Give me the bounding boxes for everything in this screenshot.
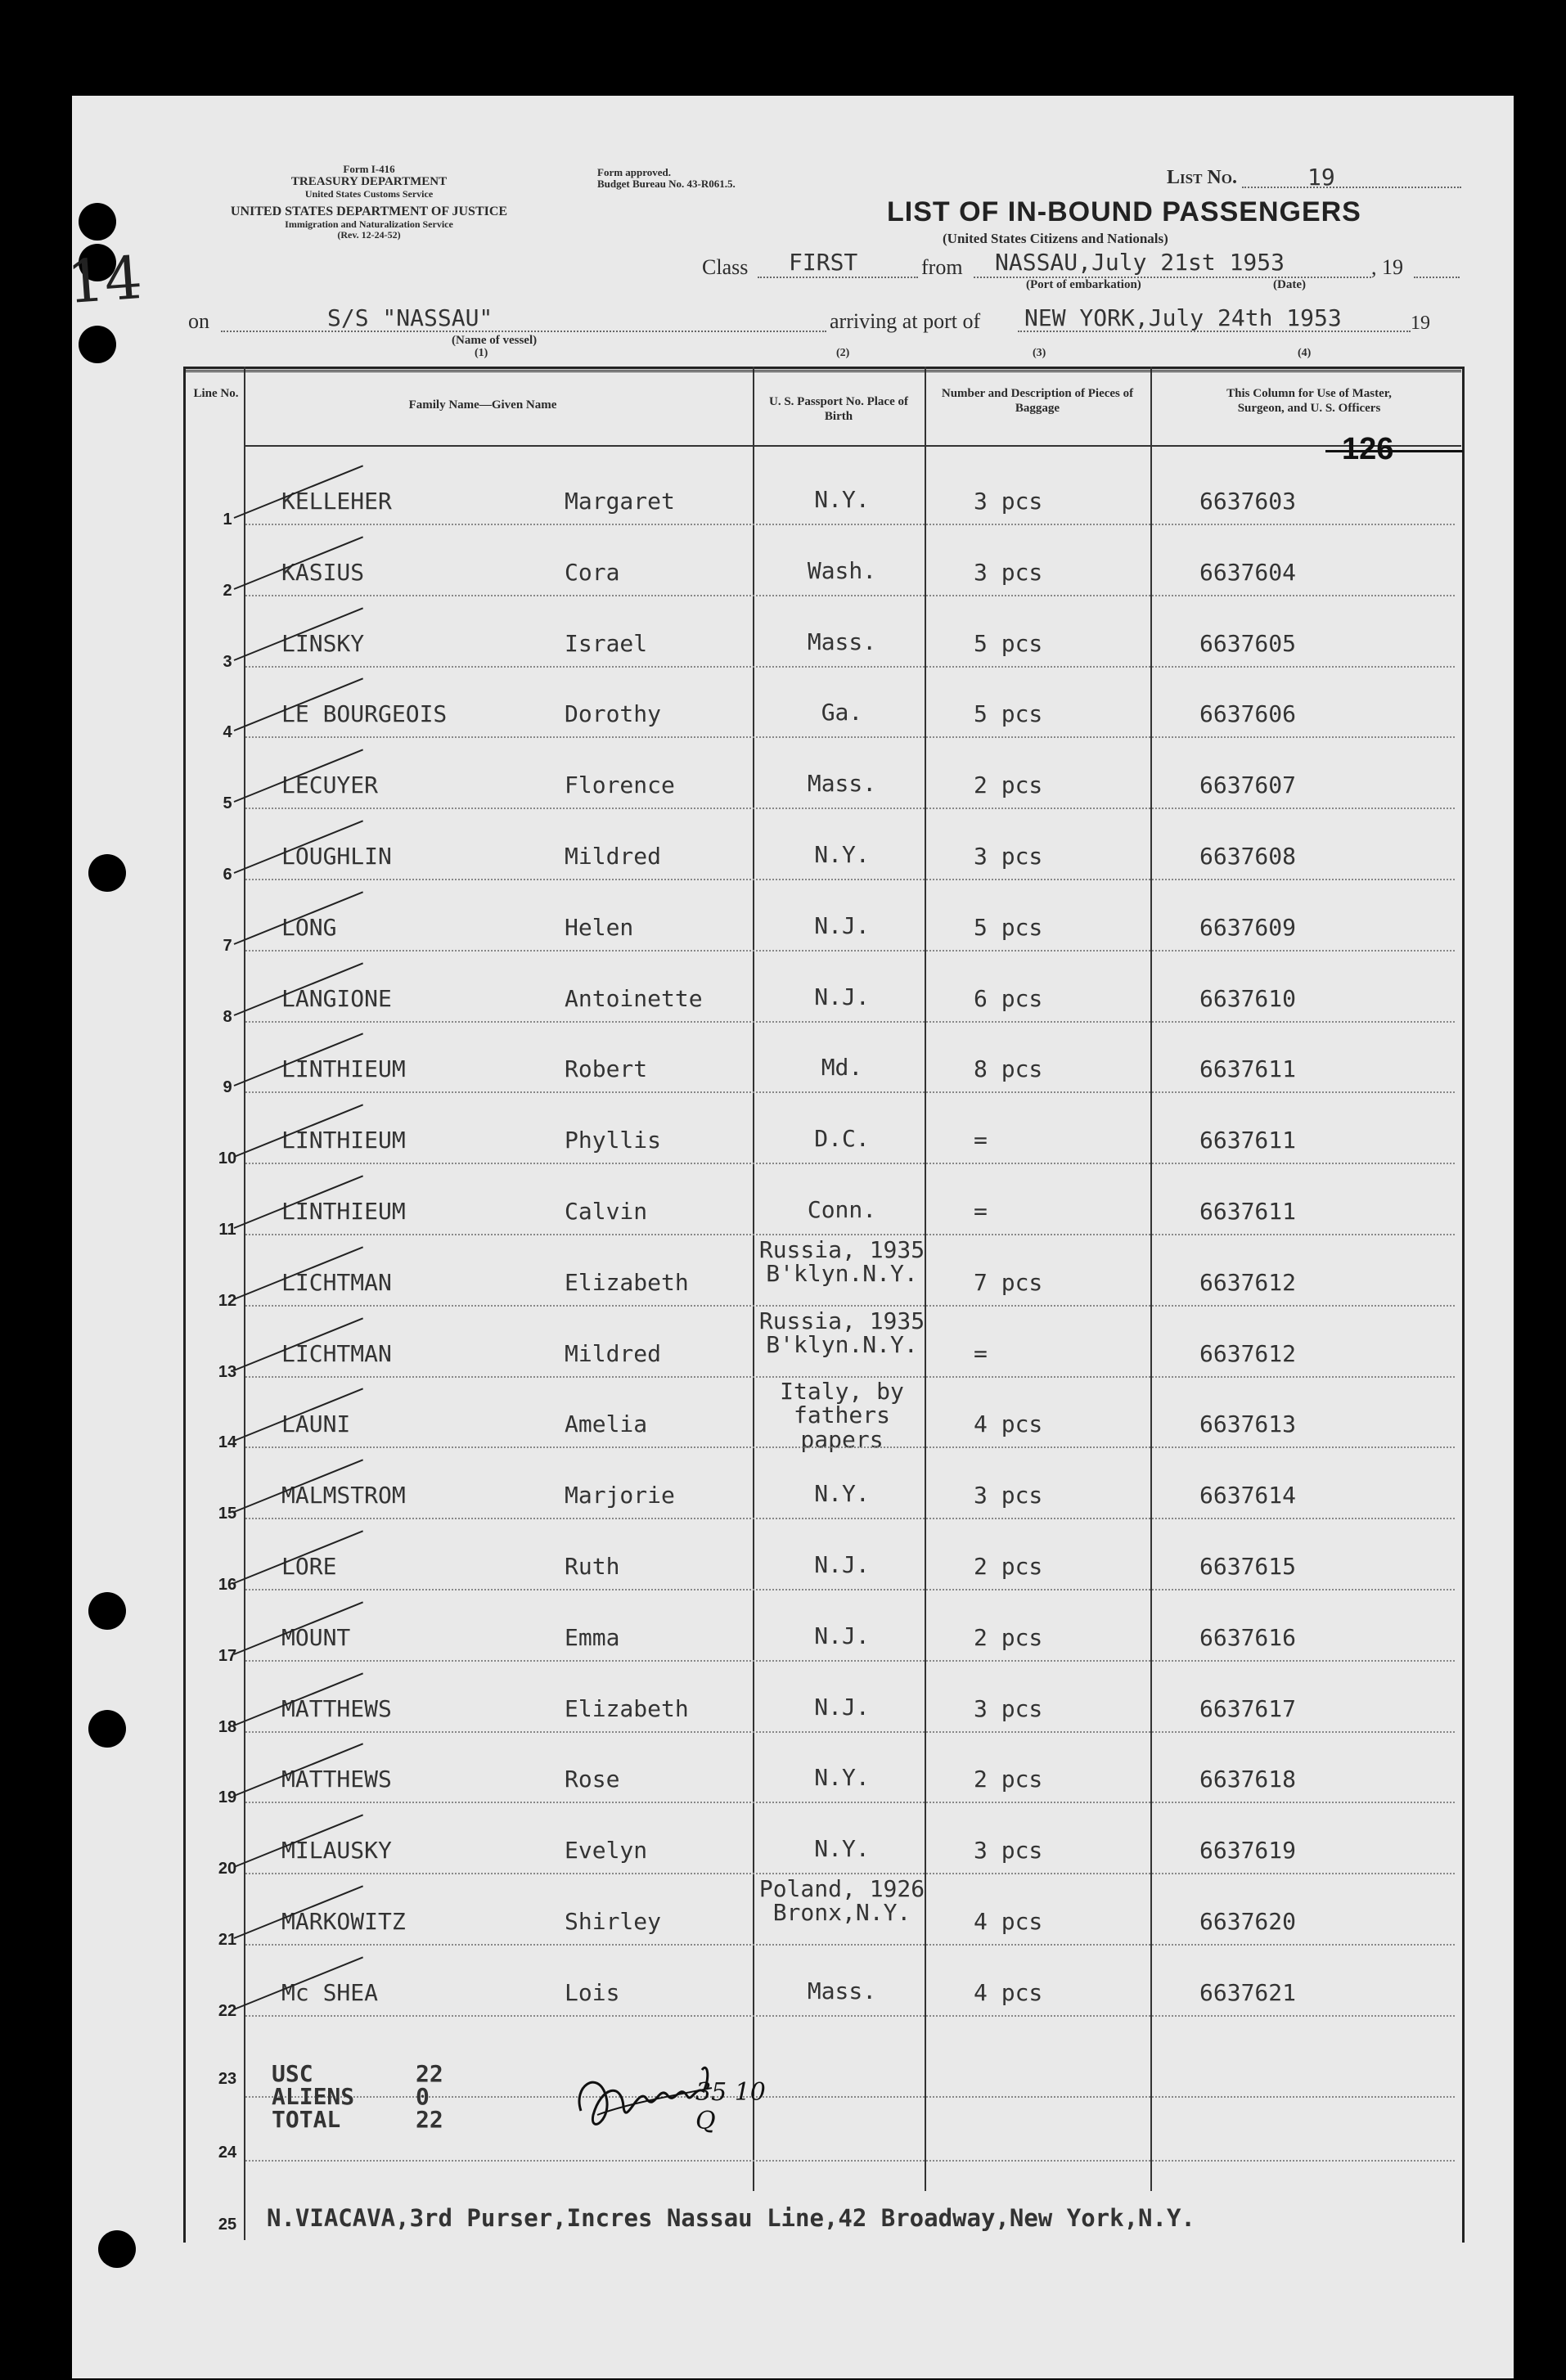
margin-handwritten-number: 14 bbox=[65, 242, 145, 317]
line-number: 18 bbox=[218, 1718, 237, 1736]
baggage: 3 pcs bbox=[974, 559, 1043, 586]
place-of-birth: N.J. bbox=[814, 1551, 870, 1578]
col-divider bbox=[1150, 367, 1152, 2191]
total-value: 22 bbox=[416, 2106, 443, 2133]
page-subtitle: (United States Citizens and Nationals) bbox=[943, 231, 1168, 246]
baggage: 5 pcs bbox=[974, 630, 1043, 657]
line-number: 14 bbox=[218, 1433, 237, 1451]
family-name: MARKOWITZ bbox=[281, 1908, 406, 1935]
header-rule bbox=[244, 445, 753, 447]
place-of-birth: Mass. bbox=[807, 770, 877, 797]
given-name: Robert bbox=[565, 1055, 648, 1082]
inspection-number: 6637620 bbox=[1199, 1908, 1297, 1935]
family-name: LAUNI bbox=[281, 1410, 351, 1437]
row-rule bbox=[245, 1163, 1455, 1164]
column-header-officers: This Column for Use of Master, Surgeon, and U. S. Officers bbox=[1226, 387, 1392, 415]
place-of-birth: N.Y. bbox=[814, 841, 870, 868]
place-of-birth: Mass. bbox=[807, 628, 877, 655]
given-name: Rose bbox=[565, 1766, 620, 1793]
row-rule bbox=[245, 879, 1455, 880]
baggage: 3 pcs bbox=[974, 1837, 1043, 1864]
row-rule bbox=[245, 1802, 1455, 1803]
arriving-year-suffix: 19 bbox=[1411, 313, 1430, 334]
on-label: on bbox=[188, 309, 209, 333]
line-number: 21 bbox=[218, 1931, 237, 1949]
binder-hole bbox=[79, 326, 116, 363]
inspection-number: 6637612 bbox=[1199, 1269, 1297, 1296]
given-name: Cora bbox=[565, 559, 620, 586]
handwritten-signature bbox=[565, 2037, 810, 2168]
inspection-number: 6637618 bbox=[1199, 1766, 1297, 1793]
port-caption: (Port of embarkation) bbox=[1026, 278, 1141, 291]
header-rule bbox=[925, 445, 1150, 447]
family-name: LINTHIEUM bbox=[281, 1198, 406, 1225]
place-of-birth: N.J. bbox=[814, 1694, 870, 1721]
row-rule bbox=[245, 1234, 1455, 1235]
given-name: Elizabeth bbox=[565, 1695, 689, 1722]
baggage: = bbox=[974, 1340, 988, 1367]
baggage: 7 pcs bbox=[974, 1269, 1043, 1296]
class-value: FIRST bbox=[789, 249, 858, 276]
row-rule bbox=[245, 1944, 1455, 1946]
family-name: LANGIONE bbox=[281, 985, 392, 1012]
given-name: Florence bbox=[565, 772, 675, 799]
row-rule bbox=[245, 808, 1455, 809]
class-line bbox=[758, 277, 918, 278]
inspection-number: 6637610 bbox=[1199, 985, 1297, 1012]
place-of-birth: Mass. bbox=[807, 1977, 877, 2004]
usc-label: USC bbox=[272, 2060, 313, 2087]
inspection-number: 6637614 bbox=[1199, 1482, 1297, 1509]
line-number: 2 bbox=[223, 582, 232, 600]
col2-num: (2) bbox=[836, 347, 850, 359]
baggage: = bbox=[974, 1127, 988, 1154]
from-label: from bbox=[921, 255, 963, 279]
family-name: LORE bbox=[281, 1553, 337, 1580]
family-name: LE BOURGEOIS bbox=[281, 700, 448, 727]
family-name: Mc SHEA bbox=[281, 1979, 379, 2006]
aliens-label: ALIENS bbox=[272, 2083, 355, 2110]
line-number: 20 bbox=[218, 1860, 237, 1878]
baggage: 3 pcs bbox=[974, 843, 1043, 870]
place-of-birth: N.J. bbox=[814, 912, 870, 939]
line-number: 16 bbox=[218, 1576, 237, 1594]
given-name: Dorothy bbox=[565, 700, 662, 727]
given-name: Phyllis bbox=[565, 1127, 662, 1154]
column-header-baggage: Number and Description of Pieces of Baggage bbox=[941, 387, 1134, 415]
inspection-number: 6637613 bbox=[1199, 1410, 1297, 1437]
family-name: LONG bbox=[281, 914, 337, 941]
family-name: KELLEHER bbox=[281, 488, 392, 515]
from-year-suffix: , 19 bbox=[1371, 255, 1403, 279]
given-name: Evelyn bbox=[565, 1837, 648, 1864]
line-number: 23 bbox=[218, 2070, 237, 2088]
column-header-line-no: Line No. bbox=[193, 387, 239, 400]
total-label: TOTAL bbox=[272, 2106, 341, 2133]
row-rule bbox=[245, 1021, 1455, 1023]
place-of-birth: N.Y. bbox=[814, 1835, 870, 1862]
binder-hole bbox=[88, 854, 126, 892]
baggage: = bbox=[974, 1198, 988, 1225]
line-number: 13 bbox=[218, 1363, 237, 1381]
family-name: LOUGHLIN bbox=[281, 843, 392, 870]
baggage: 3 pcs bbox=[974, 488, 1043, 515]
inspection-number: 6637609 bbox=[1199, 914, 1297, 941]
line-number: 5 bbox=[223, 794, 232, 812]
line-number: 8 bbox=[223, 1008, 232, 1026]
line-number: 19 bbox=[218, 1788, 237, 1806]
binder-hole bbox=[88, 1710, 126, 1748]
family-name: LINSKY bbox=[281, 630, 365, 657]
inspection-number: 6637621 bbox=[1199, 1979, 1297, 2006]
usc-value: 22 bbox=[416, 2060, 443, 2087]
family-name: LINTHIEUM bbox=[281, 1055, 406, 1082]
row-rule bbox=[245, 595, 1455, 596]
given-name: Shirley bbox=[565, 1908, 662, 1935]
line-number: 7 bbox=[223, 937, 232, 955]
binder-hole bbox=[98, 2230, 136, 2268]
line-number: 17 bbox=[218, 1647, 237, 1665]
baggage: 4 pcs bbox=[974, 1979, 1043, 2006]
family-name: MATTHEWS bbox=[281, 1695, 392, 1722]
baggage: 3 pcs bbox=[974, 1695, 1043, 1722]
given-name: Emma bbox=[565, 1624, 620, 1651]
given-name: Ruth bbox=[565, 1553, 620, 1580]
baggage: 2 pcs bbox=[974, 1553, 1043, 1580]
col-divider bbox=[244, 367, 245, 2240]
given-name: Mildred bbox=[565, 843, 662, 870]
given-name: Margaret bbox=[565, 488, 675, 515]
baggage: 2 pcs bbox=[974, 772, 1043, 799]
baggage: 6 pcs bbox=[974, 985, 1043, 1012]
row-rule bbox=[245, 524, 1455, 525]
row-rule bbox=[245, 1305, 1455, 1307]
vessel-line bbox=[221, 331, 826, 332]
line-number: 25 bbox=[218, 2216, 237, 2234]
row-rule bbox=[245, 2160, 1455, 2162]
given-name: Marjorie bbox=[565, 1482, 675, 1509]
place-of-birth: N.Y. bbox=[814, 1480, 870, 1507]
line-number: 12 bbox=[218, 1292, 237, 1310]
row-rule bbox=[245, 950, 1455, 952]
row-rule bbox=[245, 736, 1455, 738]
line-number: 24 bbox=[218, 2144, 237, 2162]
inspection-number: 6637607 bbox=[1199, 772, 1297, 799]
row-rule bbox=[245, 2015, 1455, 2017]
place-of-birth: Ga. bbox=[821, 699, 863, 726]
col3-num: (3) bbox=[1033, 347, 1046, 359]
vessel-value: S/S "NASSAU" bbox=[327, 304, 493, 331]
given-name: Antoinette bbox=[565, 985, 703, 1012]
form-agency-block: Form I-416 TREASURY DEPARTMENT United States Customs Service UNITED STATES DEPARTMENT OF JUSTICE Immigration and Naturalization Service (Rev. 12-24-52) bbox=[230, 163, 508, 241]
place-of-birth: Poland, 1926 Bronx,N.Y. bbox=[758, 1875, 925, 1927]
baggage: 5 pcs bbox=[974, 700, 1043, 727]
place-of-birth: Wash. bbox=[807, 557, 877, 584]
inspection-number: 6637604 bbox=[1199, 559, 1297, 586]
row-rule bbox=[245, 1091, 1455, 1093]
line-number: 4 bbox=[223, 723, 232, 741]
line-number: 9 bbox=[223, 1078, 232, 1096]
row-rule bbox=[245, 1731, 1455, 1733]
inspection-number: 6637612 bbox=[1199, 1340, 1297, 1367]
table-top-rule bbox=[183, 370, 1461, 372]
baggage: 2 pcs bbox=[974, 1624, 1043, 1651]
given-name: Helen bbox=[565, 914, 634, 941]
baggage: 4 pcs bbox=[974, 1908, 1043, 1935]
place-of-birth: D.C. bbox=[814, 1125, 870, 1152]
inspection-number: 6637603 bbox=[1199, 488, 1297, 515]
header-rule bbox=[753, 445, 925, 447]
line-number: 10 bbox=[218, 1150, 237, 1168]
binder-hole bbox=[88, 1592, 126, 1630]
line-number: 11 bbox=[218, 1221, 236, 1239]
purser-footer: N.VIACAVA,3rd Purser,Incres Nassau Line,42 Broadway,New York,N.Y. bbox=[267, 2204, 1195, 2232]
date-caption: (Date) bbox=[1273, 278, 1306, 291]
inspection-number: 6637616 bbox=[1199, 1624, 1297, 1651]
col4-num: (4) bbox=[1298, 347, 1312, 359]
binder-hole bbox=[79, 203, 116, 241]
row-rule bbox=[245, 1873, 1455, 1874]
row-rule bbox=[245, 666, 1455, 668]
inspection-number: 6637617 bbox=[1199, 1695, 1297, 1722]
inspection-number: 6637611 bbox=[1199, 1055, 1297, 1082]
list-no-line bbox=[1242, 187, 1461, 188]
given-name: Calvin bbox=[565, 1198, 648, 1225]
row-rule bbox=[245, 1589, 1455, 1590]
list-no-value: 19 bbox=[1307, 164, 1335, 191]
place-of-birth: Russia, 1935 B'klyn.N.Y. bbox=[758, 1307, 925, 1359]
officer-count: 126 bbox=[1342, 432, 1394, 466]
arriving-label: arriving at port of bbox=[830, 309, 981, 333]
place-of-birth: Md. bbox=[821, 1054, 863, 1081]
family-name: MATTHEWS bbox=[281, 1766, 392, 1793]
place-of-birth: Russia, 1935 B'klyn.N.Y. bbox=[758, 1236, 925, 1288]
row-rule bbox=[245, 1446, 1455, 1448]
inspection-number: 6637611 bbox=[1199, 1127, 1297, 1154]
header-rule bbox=[1150, 445, 1461, 447]
inspection-number: 6637619 bbox=[1199, 1837, 1297, 1864]
given-name: Israel bbox=[565, 630, 648, 657]
place-of-birth: Italy, by fathers papers bbox=[780, 1378, 904, 1453]
inspection-number: 6637606 bbox=[1199, 700, 1297, 727]
place-of-birth: N.J. bbox=[814, 983, 870, 1010]
page-title: LIST OF IN-BOUND PASSENGERS bbox=[887, 196, 1361, 227]
from-year-line bbox=[1414, 277, 1460, 278]
family-name: LECUYER bbox=[281, 772, 379, 799]
aliens-value: 0 bbox=[416, 2083, 430, 2110]
family-name: MALMSTROM bbox=[281, 1482, 406, 1509]
place-of-birth: N.Y. bbox=[814, 486, 870, 513]
baggage: 8 pcs bbox=[974, 1055, 1043, 1082]
line-number: 15 bbox=[218, 1505, 237, 1523]
inspection-number: 6637615 bbox=[1199, 1553, 1297, 1580]
family-name: MILAUSKY bbox=[281, 1837, 392, 1864]
family-name: LICHTMAN bbox=[281, 1340, 392, 1367]
given-name: Elizabeth bbox=[565, 1269, 689, 1296]
list-no-label: List No. bbox=[1167, 167, 1237, 188]
line-number: 3 bbox=[223, 653, 232, 671]
row-rule bbox=[245, 1660, 1455, 1662]
vessel-caption-num: (1) bbox=[475, 347, 488, 359]
line-number: 22 bbox=[218, 2002, 237, 2020]
family-name: KASIUS bbox=[281, 559, 365, 586]
given-name: Mildred bbox=[565, 1340, 662, 1367]
baggage: 4 pcs bbox=[974, 1410, 1043, 1437]
inspection-number: 6637611 bbox=[1199, 1198, 1297, 1225]
count-underline bbox=[1325, 450, 1463, 452]
family-name: LINTHIEUM bbox=[281, 1127, 406, 1154]
inspection-number: 6637608 bbox=[1199, 843, 1297, 870]
column-header-name: Family Name—Given Name bbox=[408, 398, 557, 412]
line-number: 6 bbox=[223, 866, 232, 884]
class-label: Class bbox=[702, 255, 749, 279]
given-name: Amelia bbox=[565, 1410, 648, 1437]
place-of-birth: Conn. bbox=[807, 1196, 877, 1223]
baggage: 5 pcs bbox=[974, 914, 1043, 941]
line-number: 1 bbox=[223, 511, 232, 529]
handwritten-note: 35 10 Q bbox=[695, 2078, 766, 2135]
column-header-passport: U. S. Passport No. Place of Birth bbox=[769, 395, 908, 423]
inspection-number: 6637605 bbox=[1199, 630, 1297, 657]
vessel-caption: (Name of vessel) bbox=[452, 334, 538, 347]
place-of-birth: N.J. bbox=[814, 1622, 870, 1649]
form-approval-block: Form approved. Budget Bureau No. 43-R061.5. bbox=[597, 166, 736, 191]
baggage: 3 pcs bbox=[974, 1482, 1043, 1509]
place-of-birth: N.Y. bbox=[814, 1764, 870, 1791]
from-value: NASSAU,July 21st 1953 bbox=[995, 249, 1285, 276]
arriving-value: NEW YORK,July 24th 1953 bbox=[1024, 304, 1342, 331]
family-name: MOUNT bbox=[281, 1624, 351, 1651]
baggage: 2 pcs bbox=[974, 1766, 1043, 1793]
given-name: Lois bbox=[565, 1979, 620, 2006]
row-rule bbox=[245, 1518, 1455, 1519]
family-name: LICHTMAN bbox=[281, 1269, 392, 1296]
